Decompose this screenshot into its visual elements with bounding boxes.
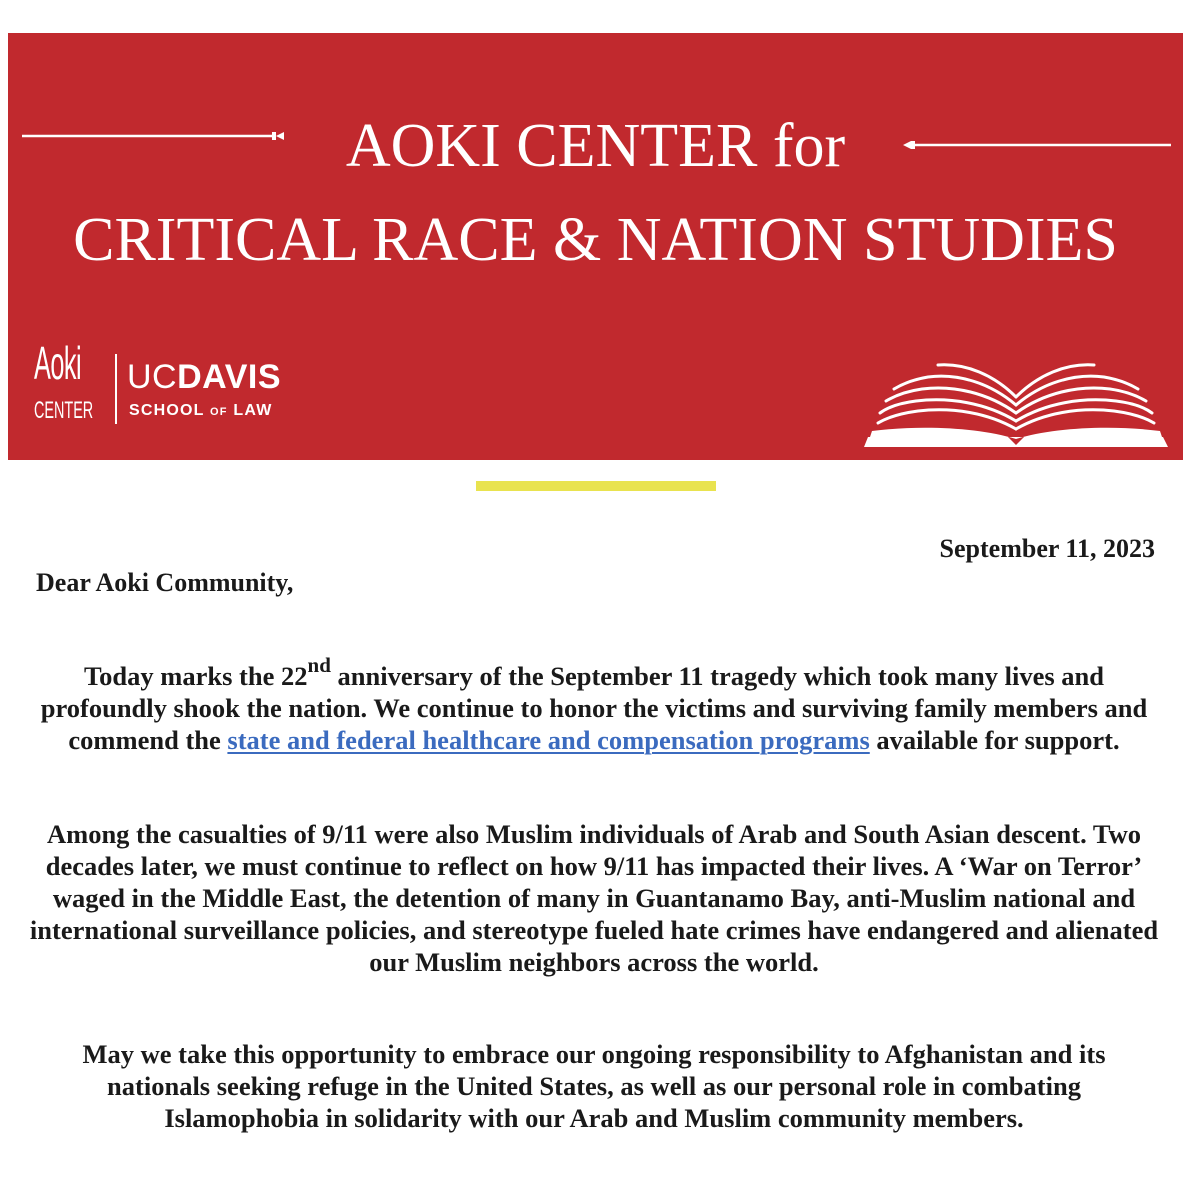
logo-davis: DAVIS <box>177 358 281 396</box>
letter-salutation: Dear Aoki Community, <box>36 568 294 597</box>
paragraph-anniversary <box>28 653 1160 756</box>
logo-center-text: CENTER <box>34 397 94 424</box>
logo-ucdavis-text <box>127 358 281 396</box>
healthcare-programs-link[interactable]: state and federal healthcare and compensation programs <box>227 725 870 755</box>
p1-text-end: available for support. <box>869 725 1120 755</box>
banner-title-line2: CRITICAL RACE & NATION STUDIES <box>73 206 1118 274</box>
p1-ordinal-suffix: nd <box>307 653 331 678</box>
logo-of: OF <box>210 406 228 418</box>
aoki-ucdavis-logo <box>34 338 314 430</box>
header-banner <box>8 33 1183 460</box>
p1-text-middle: anniversary of the September 11 tragedy which took many lives and profoundly shook the nation. We continue to honor the victims and surviving family members and commend the <box>40 661 1148 755</box>
banner-title-line1: AOKI CENTER for <box>345 112 846 180</box>
open-book-icon <box>858 355 1173 457</box>
logo-school: SCHOOL <box>129 402 205 419</box>
logo-law: LAW <box>233 402 273 419</box>
logo-uc: UC <box>127 358 178 396</box>
p1-text-start: Today marks the 22 <box>83 661 308 691</box>
paragraph-responsibility: May we take this opportunity to embrace our ongoing responsibility to Afghanistan and its nationals seeking refuge in the United States, as well as our personal role in combating Islamophobia in solidarity with our Arab and Muslim community members. <box>82 1039 1106 1133</box>
accent-divider-bar <box>476 481 716 491</box>
letter-date: September 11, 2023 <box>939 534 1155 563</box>
logo-aoki-text: Aoki <box>34 337 82 389</box>
logo-divider <box>115 354 117 424</box>
logo-school-of-law <box>129 402 273 420</box>
decorative-rule-right <box>901 138 1171 152</box>
paragraph-casualties: Among the casualties of 9/11 were also Muslim individuals of Arab and South Asian descent. Two decades later, we must continue to reflect on how 9/11 has impacted their lives. A ‘War on Terror’ waged in the Middle East, the detention of many in Guantanamo Bay, anti-Muslim national and international surveillance policies, and stereotype fueled hate crimes have endangered and alienated our Muslim neighbors across the world. <box>29 819 1159 977</box>
